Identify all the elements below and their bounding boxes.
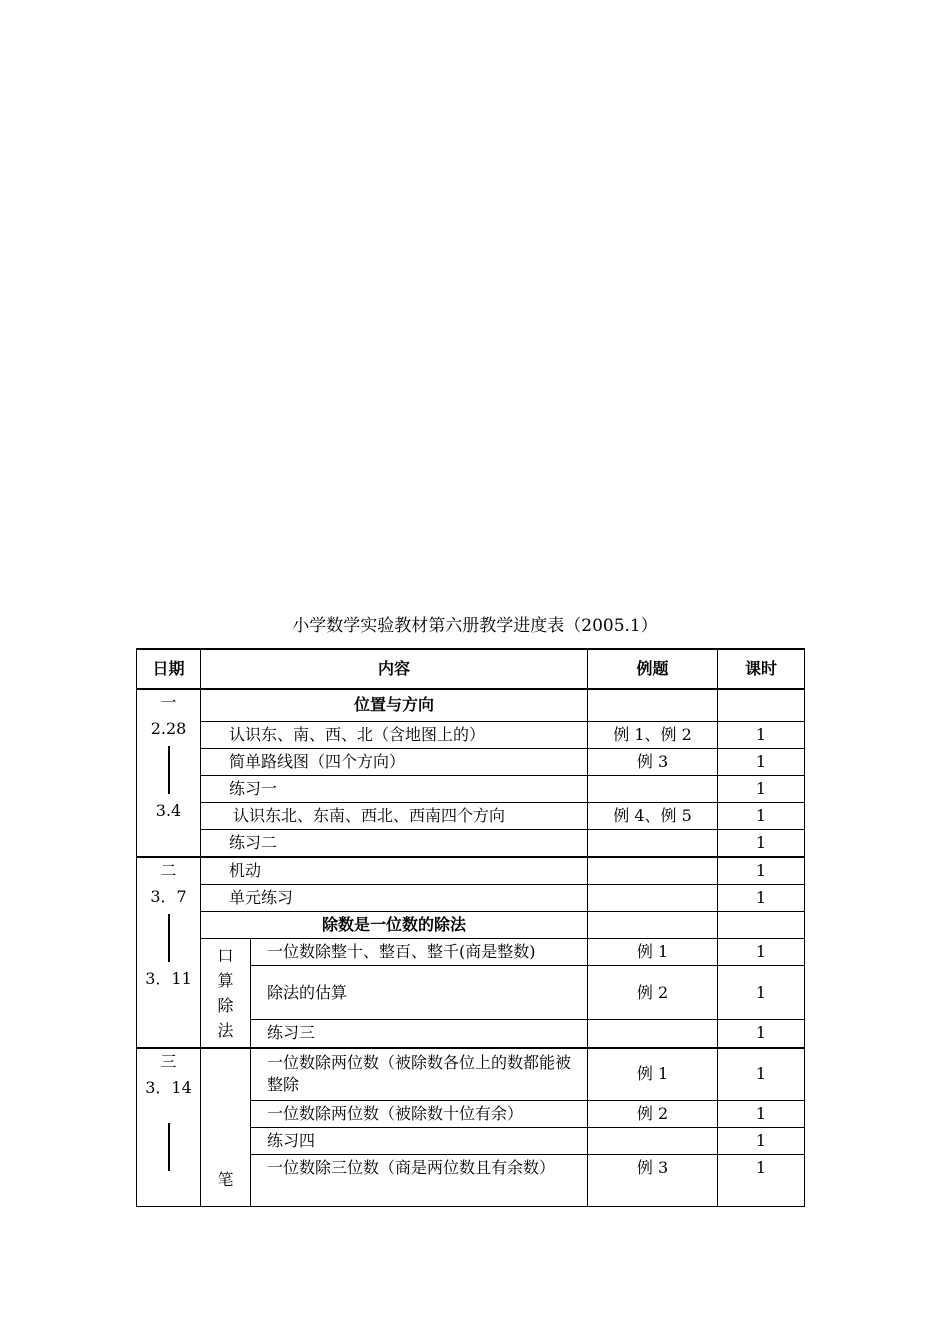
row-example: 例 1	[588, 1048, 718, 1101]
table-row	[137, 721, 805, 748]
row-content: 一位数除两位数（被除数十位有余）	[251, 1101, 588, 1128]
table-header-row	[137, 649, 805, 689]
date-range-bar	[168, 746, 170, 794]
row-hours: 1	[718, 775, 805, 802]
week1-end: 3.4	[155, 801, 182, 820]
row-hours: 1	[718, 1020, 805, 1048]
row-content: 练习三	[251, 1020, 588, 1048]
header-example: 例题	[588, 649, 718, 689]
row-content: 单元练习	[201, 884, 588, 911]
row-hours: 1	[718, 966, 805, 1020]
row-example: 例 4、例 5	[588, 802, 718, 829]
row-content: 练习四	[251, 1128, 588, 1155]
table-row	[137, 938, 805, 966]
table-row	[137, 689, 805, 721]
row-content: 除法的估算	[251, 966, 588, 1020]
row-content: 机动	[201, 857, 588, 884]
sub-category-label: 笔	[201, 1048, 251, 1207]
section-title: 除数是一位数的除法	[201, 911, 588, 938]
row-hours: 1	[718, 721, 805, 748]
date-range-bar	[168, 1123, 170, 1171]
row-hours: 1	[718, 1101, 805, 1128]
table-row	[137, 884, 805, 911]
table-row	[137, 911, 805, 938]
row-content: 认识东、南、西、北（含地图上的）	[201, 721, 588, 748]
row-hours: 1	[718, 829, 805, 857]
row-example: 例 3	[588, 1155, 718, 1207]
row-hours: 1	[718, 938, 805, 966]
row-example	[588, 1020, 718, 1048]
row-content: 练习一	[201, 775, 588, 802]
row-content: 一位数除两位数（被除数各位上的数都能被整除	[251, 1048, 588, 1101]
row-example	[588, 1128, 718, 1155]
week1-date-cell	[137, 689, 201, 857]
header-date: 日期	[137, 649, 201, 689]
header-content: 内容	[201, 649, 588, 689]
row-example: 例 1、例 2	[588, 721, 718, 748]
week2-num: 二	[160, 861, 177, 880]
row-example: 例 2	[588, 966, 718, 1020]
week3-start: 3．14	[145, 1077, 192, 1097]
date-range-bar	[168, 914, 170, 962]
week2-start: 3．7	[150, 887, 187, 906]
week3-num: 三	[160, 1051, 177, 1071]
table-row	[137, 775, 805, 802]
row-hours: 1	[718, 748, 805, 775]
table-row	[137, 748, 805, 775]
row-hours: 1	[718, 857, 805, 884]
header-hours: 课时	[718, 649, 805, 689]
row-hours: 1	[718, 802, 805, 829]
page-title: 小学数学实验教材第六册教学进度表（2005.1）	[292, 616, 658, 636]
week1-num: 一	[160, 693, 177, 712]
row-content: 认识东北、东南、西北、西南四个方向	[201, 802, 588, 829]
week3-date-cell	[137, 1048, 201, 1207]
table-row	[137, 829, 805, 857]
row-example	[588, 829, 718, 857]
week2-date-cell	[137, 857, 201, 1048]
schedule-table	[136, 648, 805, 1207]
row-hours: 1	[718, 884, 805, 911]
row-example	[588, 884, 718, 911]
row-example: 例 1	[588, 938, 718, 966]
row-example	[588, 857, 718, 884]
section-title: 位置与方向	[201, 689, 588, 721]
row-content: 一位数除整十、整百、整千(商是整数)	[251, 938, 588, 966]
row-hours: 1	[718, 1155, 805, 1207]
row-content: 简单路线图（四个方向）	[201, 748, 588, 775]
sub-category-label: 口 算 除 法	[201, 938, 251, 1048]
row-content: 练习二	[201, 829, 588, 857]
row-content: 一位数除三位数（商是两位数且有余数）	[251, 1155, 588, 1207]
row-example	[588, 775, 718, 802]
row-example: 例 2	[588, 1101, 718, 1128]
table-row	[137, 802, 805, 829]
table-row	[137, 1048, 805, 1101]
week2-end: 3．11	[145, 969, 192, 988]
week1-start: 2.28	[150, 719, 187, 738]
row-example: 例 3	[588, 748, 718, 775]
row-hours: 1	[718, 1128, 805, 1155]
table-row	[137, 857, 805, 884]
row-hours: 1	[718, 1048, 805, 1101]
